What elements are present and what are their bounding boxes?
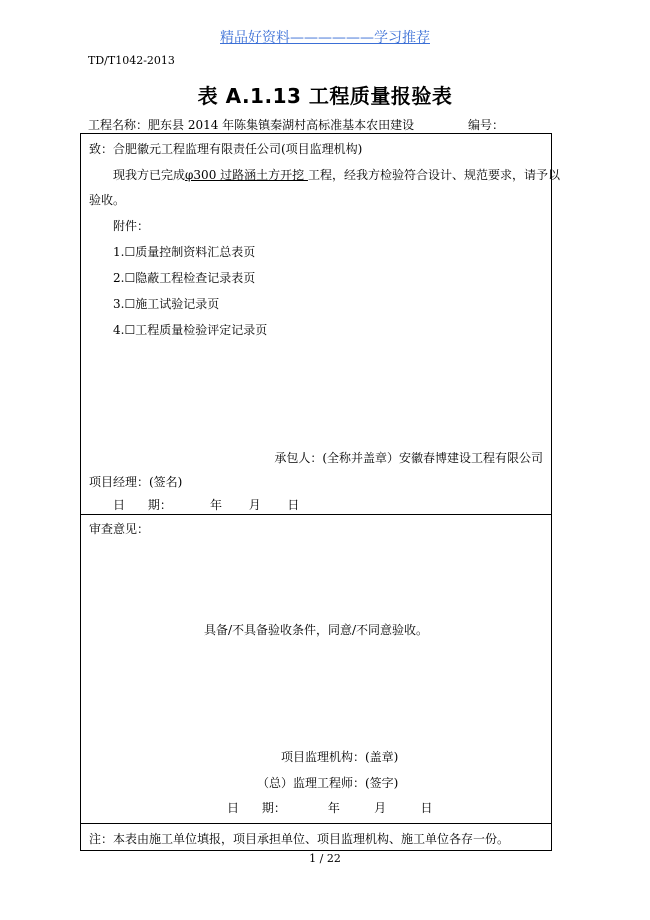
page-title: 表 A.1.13 工程质量报验表 [197, 84, 453, 108]
project-label: 工程名称： [88, 118, 149, 132]
supervision-org-line: 项目监理机构：(盖章) [281, 750, 399, 764]
attachments-label: 附件： [113, 219, 150, 233]
project-manager-line: 项目经理：(签名) [89, 475, 183, 489]
attachment-item: 4.☐工程质量检验评定记录页 [113, 323, 268, 337]
form-number-label: 编号： [468, 118, 505, 132]
inspection-form [80, 133, 560, 851]
section-divider [81, 823, 551, 824]
header-banner: 精品好资料——————学习推荐 [220, 30, 430, 46]
review-date-line: 日 期： 年 月 日 [227, 801, 433, 815]
project-name-line [88, 116, 414, 133]
body-suffix: 工程，经我方检验符合设计、规范要求，请予以 [307, 168, 560, 182]
contractor-date-line: 日 期： 年 月 日 [113, 498, 300, 512]
work-item: φ300 过路涵土方开挖 [185, 168, 308, 182]
attachment-item: 2.☐隐蔽工程检查记录表页 [113, 271, 256, 285]
standard-code: TD/T1042-2013 [88, 54, 175, 67]
request-body-line1 [113, 166, 560, 183]
request-body-line2: 验收。 [89, 193, 126, 207]
attachment-item: 3.☐施工试验记录页 [113, 297, 220, 311]
contractor-line: 承包人：(全称并盖章）安徽春博建设工程有限公司 [274, 451, 543, 465]
attachment-item: 1.☐质量控制资料汇总表页 [113, 245, 256, 259]
review-opinion-text: 具备/不具备验收条件，同意/不同意验收。 [203, 623, 429, 637]
body-prefix: 现我方已完成 [113, 168, 186, 182]
page-number: 1 / 22 [309, 852, 341, 865]
supervision-engineer-line: （总）监理工程师：(签字) [257, 776, 399, 790]
addressee-line: 致：合肥徽元工程监理有限责任公司(项目监理机构) [89, 142, 363, 156]
project-name: 肥东县 2014 年陈集镇秦湖村高标准基本农田建设 [148, 118, 415, 132]
form-note: 注：本表由施工单位填报，项目承担单位、项目监理机构、施工单位各存一份。 [89, 832, 510, 846]
review-opinion-label: 审查意见： [89, 522, 150, 536]
section-divider [81, 514, 551, 515]
